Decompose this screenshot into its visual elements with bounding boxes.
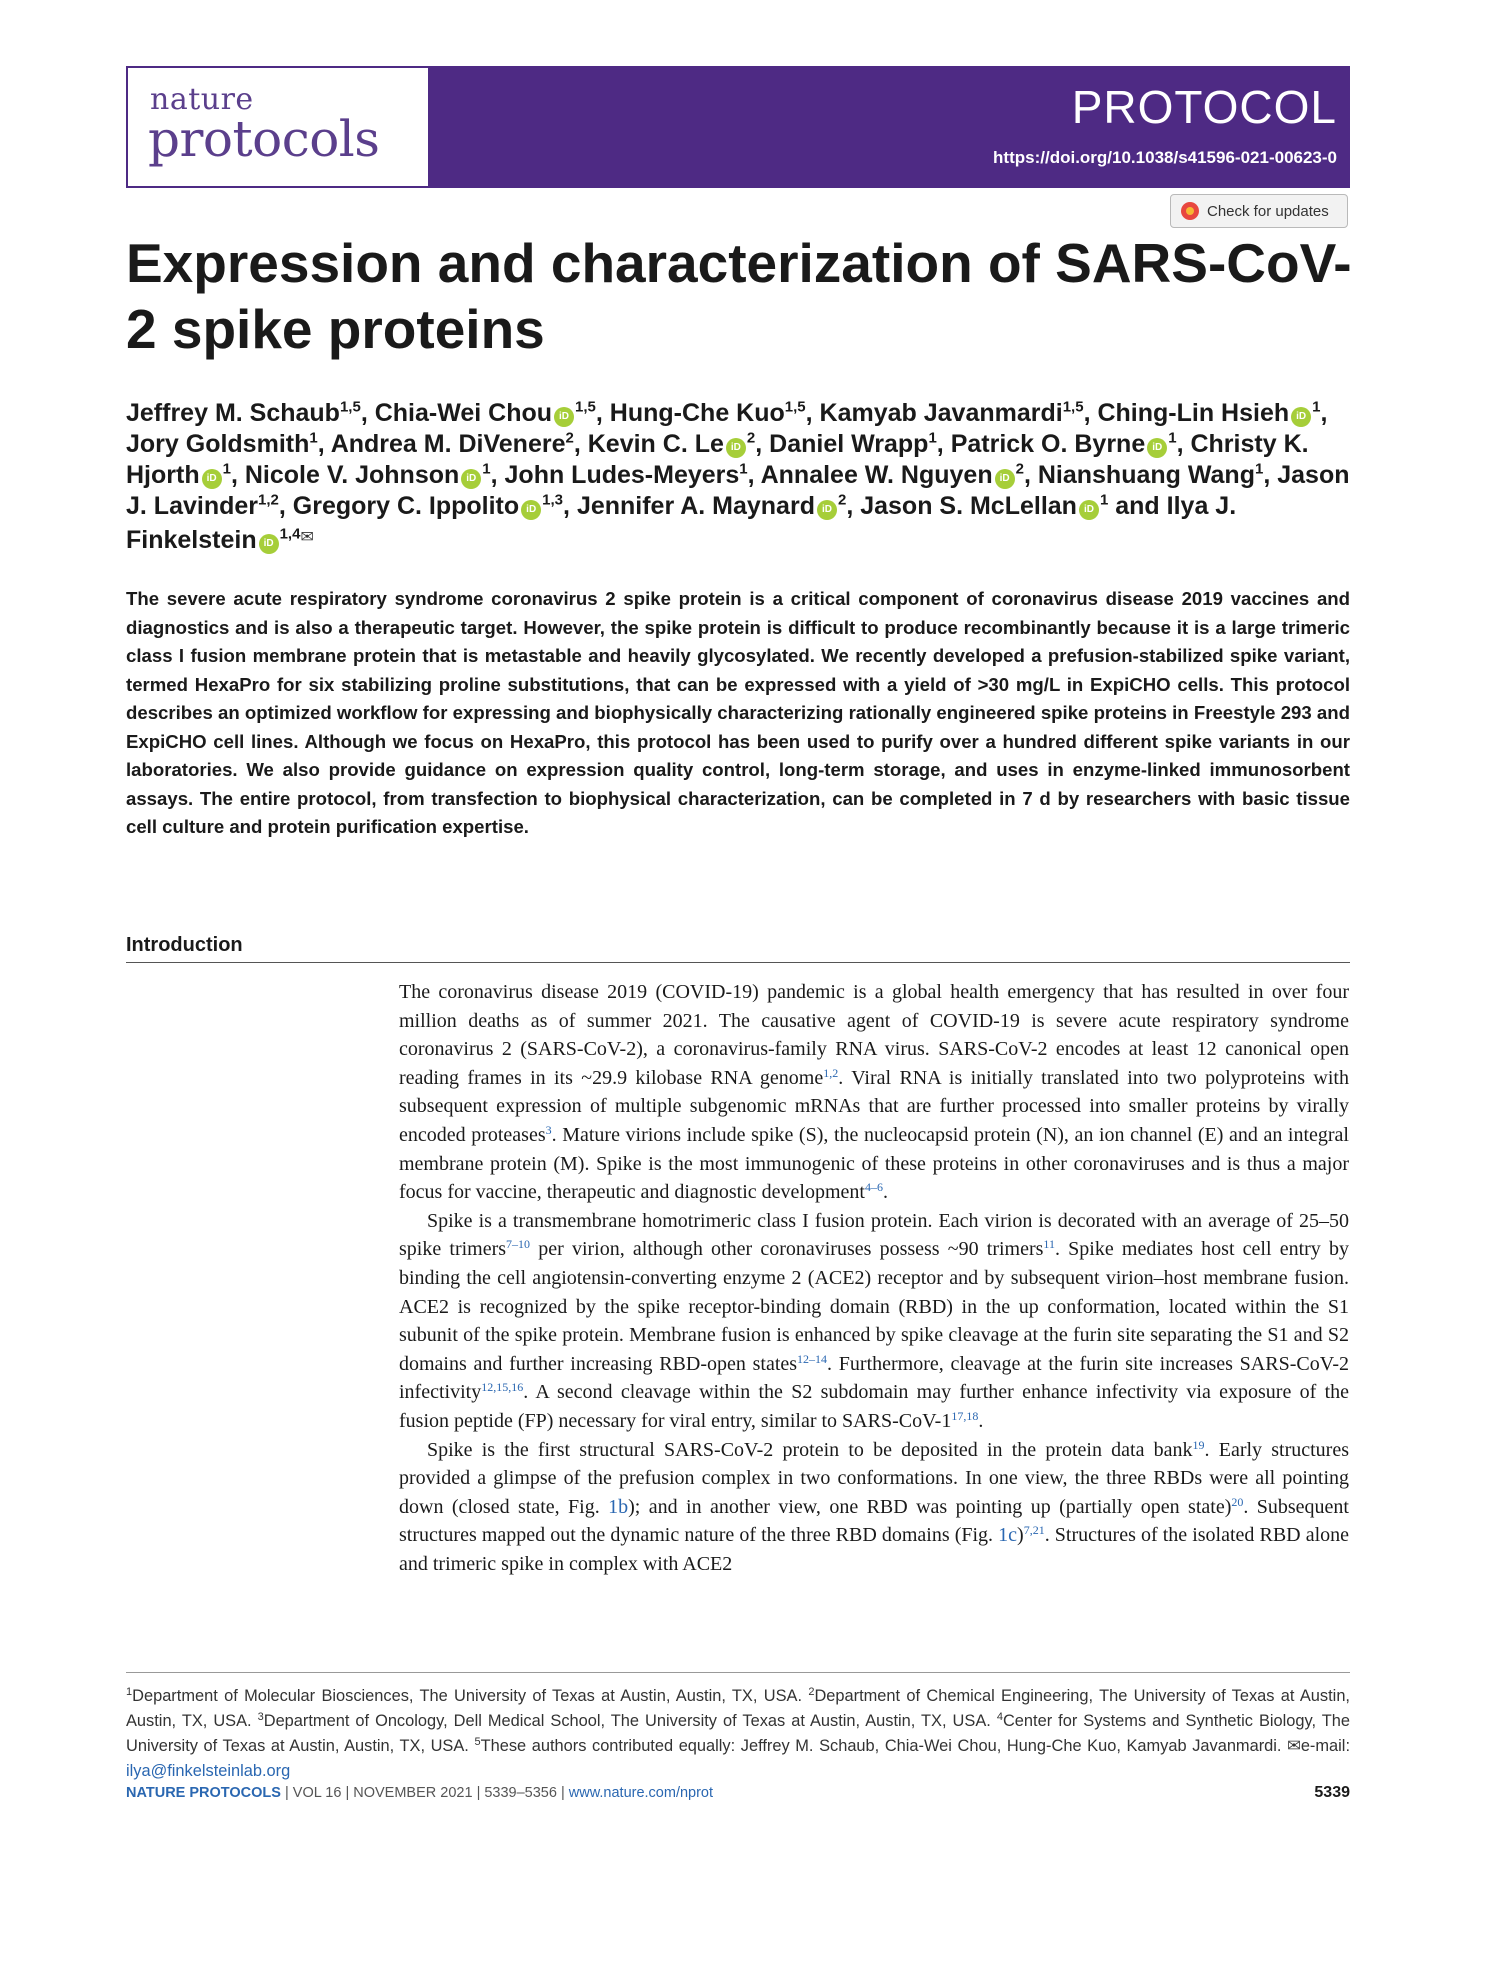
article-type-label: PROTOCOL	[1071, 81, 1337, 133]
author[interactable]	[1097, 399, 1320, 427]
citation-ref[interactable]: 12–14	[797, 1351, 828, 1366]
author-list: Jeffrey M. Schaub$^{1,5}$, Chia-Wei Chou iD$^{1,5}$, Hung-Che Kuo$^{1,5}$, Kamyab Javanmardi$^{1,5}$, Ching-Lin Hsieh $iD^1$, Jory Goldsmith$^1$, Andrea M. DiVenere$^2$, Kevin C. Le $iD^2$, Daniel Wrapp$^1$, Patrick O. Byrne $iD^1$, Christy K. Hjorth $iD^1$, Nicole V. Johnson $iD^1$, John Ludes-Meyers$^1$, Annalee W. Nguyen $iD^2$, Nianshuang Wang$^1$, Jason J. Lavinder$^{1,2}$, Gregory C. Ippolito iD$^{1,3}$, Jennifer A. Maynard $iD^2$, Jason S. McLellan $iD^1$ and Ilya J. Finkelstein $iD^{1,4✉}$	[126, 398, 1350, 554]
author[interactable]	[761, 461, 1024, 489]
author[interactable]	[293, 492, 563, 520]
author-affiliation: 2	[565, 429, 574, 447]
author[interactable]	[505, 461, 748, 489]
affiliation-text: Department of Chemical Engineering, The University of Texas at Austin, Austin, TX, USA.	[126, 1687, 1350, 1730]
footer-journal: NATURE PROTOCOLS	[126, 1785, 281, 1801]
author-affiliation: 1,5	[784, 398, 806, 416]
affiliation-number: 4	[996, 1711, 1003, 1723]
author-affiliation: 1,2	[258, 491, 279, 509]
author-affiliation: 1	[1168, 429, 1177, 447]
page-number: 5339	[1314, 1784, 1350, 1801]
affiliation-text: These authors contributed equally: Jeffrey M. Schaub, Chia-Wei Chou, Hung-Che Kuo, Kamyab Javanmardi.	[480, 1737, 1288, 1755]
crossmark-icon	[1181, 202, 1199, 220]
author-name: Ilya J. Finkelstein	[126, 492, 1237, 554]
author-affiliation: 1,5	[1062, 398, 1084, 416]
orcid-icon[interactable]: iD	[817, 500, 837, 520]
author[interactable]	[588, 430, 756, 458]
author-name: Jason S. McLellan	[860, 492, 1077, 520]
section-divider	[126, 962, 1350, 963]
orcid-icon[interactable]: iD	[461, 469, 481, 489]
email-link[interactable]: ilya@finkelsteinlab.org	[126, 1762, 291, 1780]
author-name: Jennifer A. Maynard	[576, 492, 815, 520]
author-affiliation: 1,3	[542, 491, 564, 509]
author-affiliation: 1	[739, 460, 748, 478]
envelope-icon[interactable]: ✉	[300, 529, 314, 546]
body-text	[399, 978, 1349, 1578]
author-affiliation: 2	[746, 429, 756, 447]
author-affiliation: 1,4	[279, 525, 301, 543]
author-affiliation: 1	[928, 429, 937, 447]
article-title: Expression and characterization of SARS-CoV-2 spike proteins	[126, 232, 1352, 360]
author-name: Jason J. Lavinder	[126, 461, 1350, 520]
author-affiliation: 1	[1099, 491, 1109, 509]
affiliation-number: 2	[808, 1686, 815, 1698]
author-name: Kamyab Javanmardi	[819, 399, 1063, 427]
paragraph: The coronavirus disease 2019 (COVID-19) pandemic is a global health emergency that has resulted in over four million deaths as of summer 2021. The causative agent of COVID-19 is severe acute respiratory syndrome coronavirus 2 (SARS-CoV-2), a coronavirus-family RNA virus. SARS-CoV-2 encodes at least 12 canonical open reading frames in its ~29.9 kilobase RNA genome$^{1,2}$. Viral RNA is initially translated into two polyproteins with subsequent expression of multiple subgenomic mRNAs that are further processed into smaller proteins by virally encoded proteases$^3$. Mature virions include spike (S), the nucleocapsid protein (N), an ion channel (E) and an integral membrane protein (M). Spike is the most immunogenic of these proteins in other coronaviruses and is thus a major focus for vaccine, therapeutic and diagnostic development$^{4-6}$.	[399, 981, 1349, 1204]
author[interactable]	[860, 492, 1108, 520]
footer-url-link[interactable]: www.nature.com/nprot	[568, 1785, 714, 1801]
citation-ref[interactable]: 17,18	[951, 1408, 979, 1423]
author-affiliation: 1	[222, 460, 231, 478]
paragraph: Spike is a transmembrane homotrimeric class I fusion protein. Each virion is decorated with an average of 25–50 spike trimers$^{7-10}$ per virion, although other coronaviruses possess ~90 trimers$^{11}$. Spike mediates host cell entry by binding the cell angiotensin-converting enzyme 2 (ACE2) receptor and by subsequent virion–host membrane fusion. ACE2 is recognized by the spike receptor-binding domain (RBD) in the up conformation, located within the S1 subunit of the spike protein. Membrane fusion is enhanced by spike cleavage at the furin site separating the S1 and S2 domains and further increasing RBD-open states$^{12-14}$. Furthermore, cleavage at the furin site increases SARS-CoV-2 infectivity$^{12,15,16}$. A second cleavage within the S2 subdomain may further enhance infectivity via exposure of the fusion peptide (FP) necessary for viral entry, similar to SARS-CoV-1$^{17,18}$.	[399, 1209, 1349, 1432]
author-name: Patrick O. Byrne	[950, 430, 1146, 458]
orcid-icon[interactable]: iD	[1147, 438, 1167, 458]
author-affiliation: 2	[1015, 460, 1024, 478]
citation-ref[interactable]: 3	[545, 1122, 552, 1137]
orcid-icon[interactable]: iD	[1291, 407, 1311, 427]
affiliations	[126, 1684, 1350, 1784]
citation-ref[interactable]: 12,15,16	[481, 1380, 524, 1395]
logo-nature-text: nature	[150, 82, 254, 117]
citation-ref[interactable]: 7–10	[506, 1237, 531, 1252]
author-name: Nicole V. Johnson	[244, 461, 460, 489]
figure-link[interactable]: 1c	[998, 1524, 1018, 1547]
orcid-icon[interactable]: iD	[554, 407, 574, 427]
paragraph: Spike is the first structural SARS-CoV-2 protein to be deposited in the protein data bank$^{19}$. Early structures provided a glimpse of the prefusion complex in two conformations. In one view, the three RBDs were all pointing down (closed state, Fig. 1b); and in another view, one RBD was pointing up (partially open state)$^{20}$. Subsequent structures mapped out the dynamic nature of the three RBD domains (Fig. 1c)$^{7,21}$. Structures of the isolated RBD alone and trimeric spike in complex with ACE2	[399, 1437, 1349, 1575]
email-label: e-mail:	[1300, 1737, 1350, 1755]
author[interactable]	[126, 399, 361, 427]
affiliation-number: 1	[126, 1686, 133, 1698]
author[interactable]	[951, 430, 1177, 458]
affiliation-text: Department of Molecular Biosciences, The University of Texas at Austin, Austin, TX, USA.	[132, 1687, 809, 1705]
author-name: John Ludes-Meyers	[504, 461, 740, 489]
author[interactable]	[126, 430, 318, 458]
author[interactable]	[331, 430, 574, 458]
envelope-icon: ✉	[1287, 1737, 1301, 1755]
orcid-icon[interactable]: iD	[726, 438, 746, 458]
footer-pages: 5339–5356	[484, 1785, 557, 1801]
orcid-icon[interactable]: iD	[521, 500, 541, 520]
doi-link[interactable]: https://doi.org/10.1038/s41596-021-00623-0	[993, 148, 1337, 167]
author-affiliation: 1	[1312, 398, 1321, 416]
author-name: Gregory C. Ippolito	[292, 492, 520, 520]
author[interactable]	[610, 399, 806, 427]
author-affiliation: 1,5	[339, 398, 361, 416]
logo-protocols-text: protocols	[148, 110, 380, 168]
author-name: Chia-Wei Chou	[374, 399, 553, 427]
author-name: Nianshuang Wang	[1037, 461, 1255, 489]
author[interactable]	[577, 492, 846, 520]
author-name: Annalee W. Nguyen	[760, 461, 993, 489]
footer-date: NOVEMBER 2021	[353, 1785, 473, 1801]
author-affiliation: 2	[837, 491, 847, 509]
citation-ref[interactable]: 19	[1192, 1437, 1205, 1452]
section-heading-introduction: Introduction	[126, 934, 243, 956]
orcid-icon[interactable]: iD	[259, 534, 279, 554]
check-for-updates-button[interactable]	[1170, 194, 1348, 228]
author-affiliation: 1,5	[575, 398, 596, 416]
affiliation-number: 5	[474, 1736, 481, 1748]
footnote-divider	[126, 1672, 1350, 1673]
citation-ref[interactable]: 20	[1231, 1494, 1244, 1509]
author-name: Jeffrey M. Schaub	[126, 399, 340, 427]
author-name: Daniel Wrapp	[769, 430, 929, 458]
author-affiliation: 1	[1254, 460, 1264, 478]
citation-ref[interactable]: 1,2	[823, 1065, 839, 1080]
affiliation-text: Department of Oncology, Dell Medical School, The University of Texas at Austin, Austin, TX, USA.	[263, 1712, 997, 1730]
author-affiliation: 1	[482, 460, 491, 478]
author-name: Christy K. Hjorth	[126, 430, 1309, 489]
author[interactable]	[245, 461, 491, 489]
check-for-updates-label: Check for updates	[1207, 202, 1329, 220]
orcid-icon[interactable]: iD	[202, 469, 222, 489]
footer-citation: NATURE PROTOCOLS | VOL 16 | NOVEMBER 2021 | 5339–5356 | www.nature.com/nprot	[126, 1785, 714, 1801]
author-affiliation: 1	[309, 429, 318, 447]
affiliation-text: Center for Systems and Synthetic Biology, The University of Texas at Austin, Austin, TX, USA.	[126, 1712, 1351, 1755]
author-name: Hung-Che Kuo	[609, 399, 785, 427]
affiliation-number: 3	[257, 1711, 264, 1723]
footer-volume: VOL 16	[292, 1785, 342, 1801]
citation-ref[interactable]: 11	[1043, 1237, 1055, 1252]
orcid-icon[interactable]: iD	[995, 469, 1015, 489]
author[interactable]	[820, 399, 1084, 427]
author[interactable]	[769, 430, 937, 458]
author[interactable]	[375, 399, 596, 427]
author-name: Kevin C. Le	[587, 430, 724, 458]
figure-link[interactable]: 1b	[608, 1495, 629, 1518]
abstract: The severe acute respiratory syndrome coronavirus 2 spike protein is a critical component of coronavirus disease 2019 vaccines and diagnostics and is also a therapeutic target. However, the spike protein is difficult to produce recombinantly because it is a large trimeric class I fusion membrane protein that is metastable and heavily glycosylated. We recently developed a prefusion-stabilized spike variant, termed HexaPro for six stabilizing proline substitutions, that can be expressed with a yield of >30 mg/L in ExpiCHO cells. This protocol describes an optimized workflow for expressing and biophysically characterizing rationally engineered spike proteins in Freestyle 293 and ExpiCHO cell lines. Although we focus on HexaPro, this protocol has been used to purify over a hundred different spike variants in our laboratories. We also provide guidance on expression quality control, long-term storage, and uses in enzyme-linked immunosorbent assays. The entire protocol, from transfection to biophysical characterization, can be completed in 7 d by researchers with basic tissue cell culture and protein purification expertise.	[126, 588, 1350, 837]
journal-logo[interactable]	[126, 66, 430, 188]
author-name: Andrea M. DiVenere	[330, 430, 566, 458]
author-name: Ching-Lin Hsieh	[1097, 399, 1290, 427]
citation-ref[interactable]: 7,21	[1023, 1523, 1045, 1538]
citation-ref[interactable]: 4–6	[864, 1180, 883, 1195]
author-name: Jory Goldsmith	[126, 430, 310, 458]
orcid-icon[interactable]: iD	[1079, 500, 1099, 520]
author[interactable]	[1038, 461, 1263, 489]
